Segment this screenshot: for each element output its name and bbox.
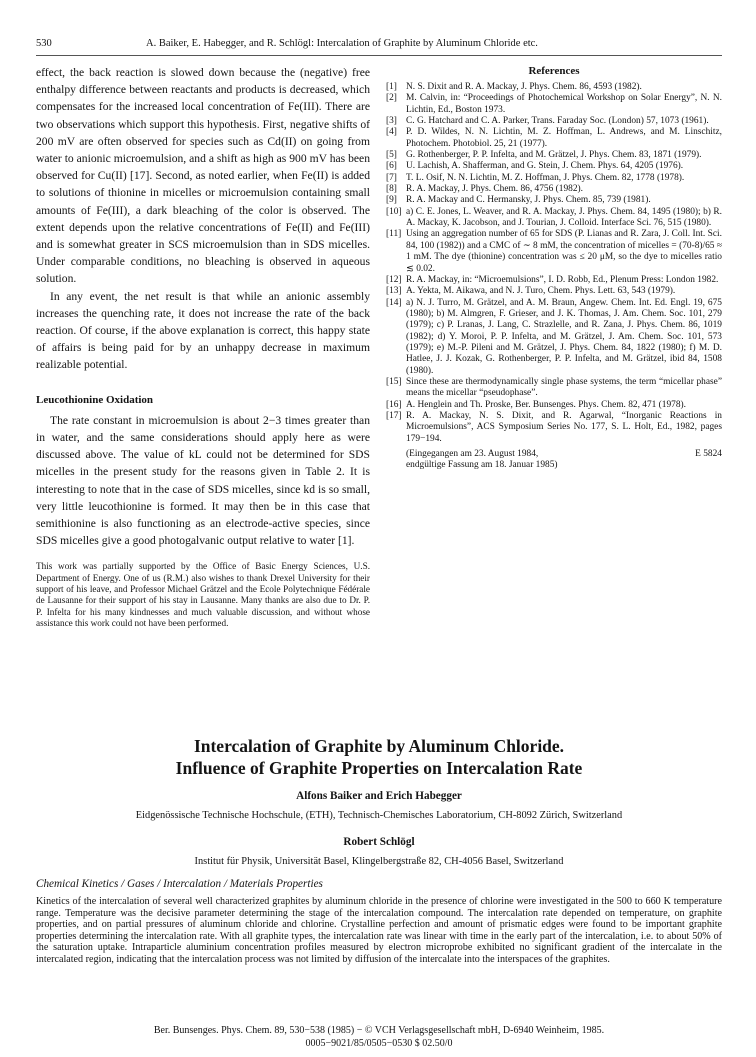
reference-list bbox=[386, 82, 722, 445]
reference-text: A. Yekta, M. Aikawa, and N. J. Turo, Chem. Phys. Lett. 63, 543 (1979). bbox=[406, 286, 676, 297]
reference-item bbox=[386, 116, 722, 127]
reference-item bbox=[386, 150, 722, 161]
reference-number: [1] bbox=[386, 82, 397, 92]
received-note bbox=[386, 449, 722, 472]
reference-number: [12] bbox=[386, 274, 402, 285]
reference-text: N. S. Dixit and R. A. Mackay, J. Phys. Chem. 86, 4593 (1982). bbox=[406, 82, 642, 92]
keywords: Chemical Kinetics / Gases / Intercalation / Materials Properties bbox=[36, 878, 323, 890]
reference-item bbox=[386, 173, 722, 184]
page-number: 530 bbox=[36, 38, 52, 49]
authors-group-2: Robert Schlögl bbox=[343, 836, 415, 848]
reference-number: [3] bbox=[386, 116, 397, 127]
reference-text: a) N. J. Turro, M. Grätzel, and A. M. Braun, Angew. Chem. Int. Ed. Engl. 19, 675 (1980); b) M. Almgren, F. Grieser, and J. K. Thomas, J. Am. Chem. Soc. 101, 279 (1979); c) P. Lranas, J. Lang, C. Strazlelle, and R. Zana, J. Phys. Chem. 86, 1019 (1982); d) Y. Moroi, P. P. Infelta, and M. Grätzel, J. Am. Chem. Soc. 101, 573 (1979); e) M.-P. Pileni and M. Grätzel, J. Phys. Chem. 84, 1822 (1980); f) M. D. Hatlee, J. J. Kozak, G. Rothenberger, P. P. Infelta, and M. Grätzel, ibid 84, 1508 (1980). bbox=[406, 297, 722, 376]
reference-item bbox=[386, 82, 722, 93]
journal-code: 0005−9021/85/0505−0530 $ 02.50/0 bbox=[305, 1038, 453, 1049]
reference-text: Using an aggregation number of 65 for SDS (P. Lianas and R. Zara, J. Coll. Int. Sci. 84, 100 (1982)) and a CMC of ∼ 8 mM, the concentration of micelles = (70-8)/65 ≈ 1 mM. The dye (thionine) concentration was ≤ 20 μM, so the dye to micelles ratio ≲ 0.02. bbox=[406, 229, 722, 274]
running-head: A. Baiker, E. Habegger, and R. Schlögl: Intercalation of Graphite by Aluminum Chloride etc. bbox=[146, 38, 538, 49]
reference-number: [2] bbox=[386, 93, 397, 104]
reference-number: [4] bbox=[386, 127, 397, 138]
references-title: References bbox=[528, 65, 580, 77]
reference-number: [7] bbox=[386, 172, 397, 183]
reference-item bbox=[386, 286, 722, 297]
article-title-line-1: Intercalation of Graphite by Aluminum Chloride. bbox=[193, 736, 565, 756]
article-title bbox=[36, 736, 722, 779]
reference-number: [13] bbox=[386, 286, 402, 297]
paragraph-3: The rate constant in microemulsion is about 2−3 times greater than in water, and the same considerations should apply here as were discussed above. The value of kL could not be determined for SDS micelles in the present study for the reasons given in Table 2. It is interesting to note that in the case of SDS micelles, since kd is so small, very little leucothionine is formed. It may then be in this case that semithionine is also functioning as an electrode-active species, since SDS micelles give a good photogalvanic output relative to water [1]. bbox=[36, 413, 370, 548]
reference-text: R. A. Mackay, J. Phys. Chem. 86, 4756 (1982). bbox=[406, 184, 583, 195]
final-version-date: endgültige Fassung am 18. Januar 1985) bbox=[406, 460, 558, 471]
article-code: E 5824 bbox=[695, 449, 722, 459]
reference-number: [8] bbox=[386, 184, 397, 195]
running-header bbox=[36, 37, 722, 56]
reference-text: G. Rothenberger, P. P. Infelta, and M. Grätzel, J. Phys. Chem. 83, 1871 (1979). bbox=[406, 150, 702, 161]
reference-item bbox=[386, 93, 722, 116]
abstract: Kinetics of the intercalation of several well characterized graphites by aluminum chloride in the presence of chlorine were investigated in the 500 to 660 K temperature range. Temperature was the decisive parameter determining the stage of the intercalation compound. The intercalation rate depended on temperature, on graphite properties, and on partial pressures of aluminum chloride and chlorine. Crystalline perfection and amount of prismatic edges were found to be important graphite properties determining the intercalation rate. With all graphite types, the intercalation rate was linear with time in the early part of the intercalation, i.e. to about 50% of the saturation uptake. Intraparticle aluminium concentration profiles measured by electron microprobe exhibited no significant gradient of the intercalate in the intercalated region, indicating that the intercalation process was not limited by diffusion of the intercalate into the interspaces of the graphites. bbox=[36, 896, 722, 965]
left-column bbox=[36, 64, 370, 629]
reference-text: Since these are thermodynamically single phase systems, the term “micellar phase” means the micellar “pseudophase”. bbox=[406, 376, 722, 399]
received-date: (Eingegangen am 23. August 1984, bbox=[406, 449, 539, 459]
reference-item bbox=[386, 298, 722, 377]
reference-text: A. Henglein and Th. Proske, Ber. Bunsenges. Phys. Chem. 82, 471 (1978). bbox=[406, 399, 687, 410]
reference-number: [5] bbox=[386, 150, 397, 161]
reference-item bbox=[386, 377, 722, 400]
paragraph-2: In any event, the net result is that while an anionic assembly increases the quenching rate, it does not increase the rate of the back reaction. Of course, if the above explanation is correct, this happy state of affairs is being paid for by an unhappy decrease in maximum realizable potential. bbox=[36, 289, 370, 372]
section-subheading: Leucothionine Oxidation bbox=[36, 393, 154, 406]
authors-group-1: Alfons Baiker and Erich Habegger bbox=[296, 790, 462, 802]
reference-number: [16] bbox=[386, 399, 402, 410]
reference-item bbox=[386, 127, 722, 150]
article-title-line-2: Influence of Graphite Properties on Intercalation Rate bbox=[175, 757, 583, 778]
reference-text: R. A. Mackay and C. Hermansky, J. Phys. Chem. 85, 739 (1981). bbox=[406, 195, 651, 206]
reference-text: M. Calvin, in: “Proceedings of Photochemical Workshop on Solar Energy”, N. N. Lichtin, Ed., Boston 1973. bbox=[406, 93, 722, 115]
reference-item bbox=[386, 195, 722, 206]
paragraph-1: effect, the back reaction is slowed down because the (negative) free enthalpy difference between reactants and products is decreased, which compensates for the increased local concentration of Fe(III). There are two observations which support this hypothesis. First, negative shifts of 200 mV are often observed for species such as Cd(II) on going from water to anionic microemulsion, and a shift as high as 900 mV has been observed for Cu(II) [17]. Second, as noted earlier, when Fe(II) is added to solutions of thionine in micelles or microemulsion containing small amounts of Fe(III), a dark bleaching of the color is observed. The extent depends upon the relative concentrations of Fe(II) and Fe(III) and is somewhat greater in SCS microemulsion than in SDS micelles. Under comparable conditions, no bleaching is observed in aqueous solution. bbox=[36, 66, 370, 286]
reference-item bbox=[386, 411, 722, 445]
reference-number: [10] bbox=[386, 206, 402, 217]
reference-number: [11] bbox=[386, 229, 402, 240]
reference-item bbox=[386, 229, 722, 274]
affiliation-2: Institut für Physik, Universität Basel, Klingelbergstraße 82, CH-4056 Basel, Switzerland bbox=[194, 856, 564, 867]
reference-item bbox=[386, 400, 722, 411]
acknowledgement: This work was partially supported by the Office of Basic Energy Sciences, U.S. Department of Energy. One of us (R.M.) also wishes to thank Drexel University for their support of his leave, and Professor Michael Grätzel and the Ecole Polytechnique Fédérale de Lausanne for their support of his stay in Lausanne. Many thanks are also due to Dr. P. P. Infelta for his many kindnesses and much valuable discussion, and without whose assistance this work could not have been performed. bbox=[36, 561, 370, 628]
reference-text: C. G. Hatchard and C. A. Parker, Trans. Faraday Soc. (London) 57, 1073 (1961). bbox=[406, 116, 709, 127]
journal-citation: Ber. Bunsenges. Phys. Chem. 89, 530−538 (1985) − © VCH Verlagsgesellschaft mbH, D-6940 Weinheim, 1985. bbox=[153, 1025, 605, 1036]
affiliation-1: Eidgenössische Technische Hochschule, (ETH), Technisch-Chemisches Laboratorium, CH-8092 Zürich, Switzerland bbox=[135, 810, 623, 821]
references-column bbox=[386, 64, 722, 472]
reference-text: T. L. Osif, N. N. Lichtin, M. Z. Hoffman, J. Phys. Chem. 82, 1778 (1978). bbox=[406, 172, 685, 183]
reference-number: [15] bbox=[386, 376, 402, 387]
reference-number: [9] bbox=[386, 195, 397, 206]
reference-item bbox=[386, 161, 722, 172]
reference-text: a) C. E. Jones, L. Weaver, and R. A. Mackay, J. Phys. Chem. 84, 1495 (1980); b) R. A. Mackay, K. Jacobson, and J. Tourian, J. Colloid. Interface Sci. 76, 515 (1980). bbox=[406, 206, 722, 229]
reference-item bbox=[386, 275, 722, 286]
reference-text: P. D. Wildes, N. N. Lichtin, M. Z. Hoffman, L. Andrews, and M. Linschitz, Photochem. Photobiol. 25, 21 (1977). bbox=[406, 127, 722, 149]
reference-number: [14] bbox=[386, 297, 402, 308]
reference-text: R. A. Mackay, in: “Microemulsions”, I. D. Robb, Ed., Plenum Press: London 1982. bbox=[406, 274, 719, 285]
reference-text: U. Lachish, A. Shafferman, and G. Stein, J. Chem. Phys. 64, 4205 (1976). bbox=[406, 161, 684, 172]
reference-number: [6] bbox=[386, 161, 397, 172]
reference-item bbox=[386, 184, 722, 195]
reference-item bbox=[386, 207, 722, 230]
reference-text: R. A. Mackay, N. S. Dixit, and R. Agarwal, “Inorganic Reactions in Microemulsions”, ACS Symposium Series No. 177, S. L. Holt, Ed., 1982, pages 179−194. bbox=[406, 410, 722, 444]
reference-number: [17] bbox=[386, 410, 402, 421]
